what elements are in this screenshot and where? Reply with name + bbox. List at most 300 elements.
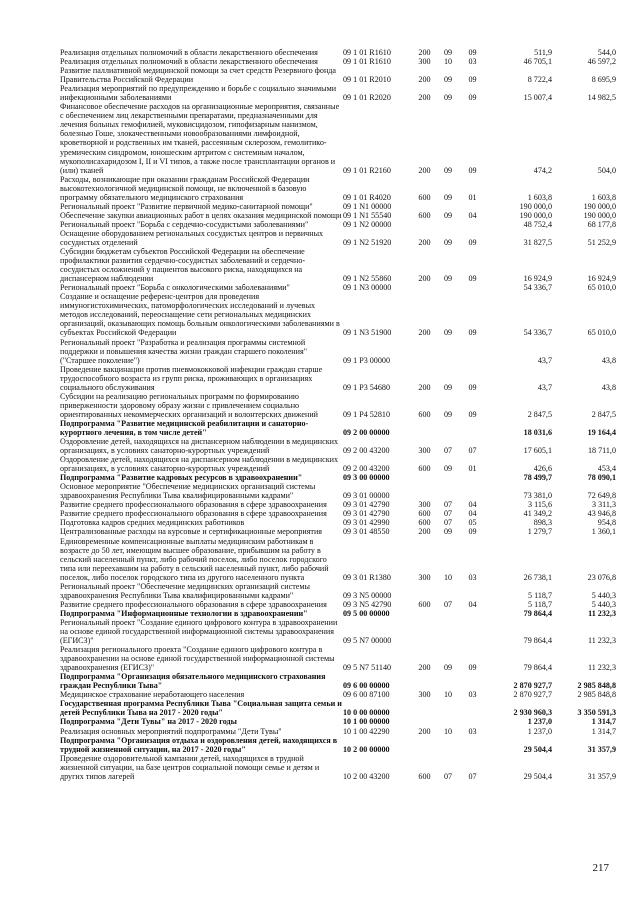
row-subsection: 01 xyxy=(468,464,477,474)
table-row xyxy=(60,338,616,365)
row-expense-type: 600 xyxy=(418,599,431,609)
table-row xyxy=(60,211,616,220)
row-amount-year-2: 954,8 xyxy=(597,518,616,528)
row-name: Оздоровление детей, находящихся на диспансерном наблюдении в медицинских организациях, в условиях санаторно-курортных учреждений xyxy=(60,455,339,474)
row-expense-type xyxy=(414,582,435,600)
row-section: 07 xyxy=(443,509,453,519)
row-subsection: 03 xyxy=(468,572,477,582)
row-amount-year-2: 190 000,0 xyxy=(583,210,616,220)
row-section xyxy=(435,283,461,292)
table-row xyxy=(60,455,616,473)
row-code: 09 1 01 R1610 xyxy=(343,57,391,67)
row-name: Проведение оздоровительной кампании детей, находящихся в трудной жизненной ситуации, на базе центров социальной помощи семье и детям и других типов лагерей xyxy=(60,753,320,781)
row-name: Основное мероприятие "Обеспечение медицинских организаций системы здравоохранения Республики Тыва квалифицированными кадрами" xyxy=(60,482,316,501)
table-row xyxy=(60,482,616,500)
row-subsection: 07 xyxy=(468,446,477,456)
row-name: Реализация отдельных полномочий в области лекарственного обеспечения xyxy=(60,48,318,57)
row-subsection xyxy=(461,699,484,717)
row-name: Подпрограмма "Развитие кадровых ресурсов в здравоохранении" xyxy=(60,473,303,483)
table-row xyxy=(60,292,616,337)
row-expense-type xyxy=(414,609,435,618)
row-subsection: 09 xyxy=(468,75,477,85)
row-subsection xyxy=(461,717,484,726)
row-code: 09 3 01 42990 xyxy=(343,518,390,528)
row-code: 09 1 P3 54680 xyxy=(343,382,390,392)
row-amount-year-2: 51 252,9 xyxy=(587,237,616,247)
row-name: Финансовое обеспечение расходов на организационные мероприятия, связанные с обеспечением лиц лекарственными препаратами, предназначенными для лечения больных гемофилией, муковисцидозом, гипофизарным нанизмом, болезнью Гоше, злокачественными новообразованиями лимфоидной, кроветворной и родственных им тканей, рассеянным склерозом, гемолитико-уремическим синдромом, юношеским артритом с системным началом, мукополисахаридозом I, II и VI типов, а также после трансплантации органов и (или) тканей xyxy=(60,102,340,175)
budget-table xyxy=(60,48,616,781)
table-row xyxy=(60,537,616,582)
row-amount-year-1: 190 000,0 xyxy=(519,201,552,211)
row-subsection xyxy=(461,582,484,600)
row-code: 09 1 01 R2160 xyxy=(343,165,391,175)
row-amount-year-1: 2 847,5 xyxy=(527,409,552,419)
table-row xyxy=(60,202,616,211)
row-subsection xyxy=(461,618,484,645)
row-name: Развитие среднего профессионального образования в сфере здравоохранения xyxy=(60,599,327,609)
row-subsection xyxy=(461,609,484,618)
table-row xyxy=(60,175,616,202)
budget-table-body xyxy=(60,48,616,781)
table-row xyxy=(60,102,616,174)
row-subsection: 09 xyxy=(468,274,477,284)
row-code: 09 1 P4 52810 xyxy=(343,409,390,419)
row-subsection xyxy=(461,220,484,229)
row-expense-type xyxy=(414,473,435,482)
row-section xyxy=(435,419,461,437)
row-section: 10 xyxy=(443,572,453,582)
row-section xyxy=(435,220,461,229)
row-amount-year-1: 79 864,4 xyxy=(523,636,552,646)
row-expense-type: 300 xyxy=(418,500,431,510)
row-amount-year-2: 5 440,3 xyxy=(591,599,616,609)
table-row xyxy=(60,48,616,57)
row-section xyxy=(435,717,461,726)
row-section: 07 xyxy=(443,500,453,510)
row-subsection xyxy=(461,338,484,365)
row-amount-year-1: 29 504,4 xyxy=(523,744,552,754)
row-amount-year-2: 8 695,9 xyxy=(591,75,616,85)
row-amount-year-2: 190 000,0 xyxy=(583,201,616,211)
row-amount-year-2: 43 946,8 xyxy=(587,509,616,519)
row-amount-year-1: 41 349,2 xyxy=(523,509,552,519)
row-amount-year-2: 43,8 xyxy=(601,355,616,365)
row-section: 09 xyxy=(443,274,453,284)
row-amount-year-2: 16 924,9 xyxy=(587,274,616,284)
row-section: 09 xyxy=(443,165,453,175)
row-amount-year-2: 11 232,3 xyxy=(588,608,616,618)
row-name: Централизованные расходы на курсовые и сертификационные мероприятия xyxy=(60,527,323,537)
row-amount-year-1: 2 870 927,7 xyxy=(513,690,552,700)
row-amount-year-1: 79 864,4 xyxy=(523,608,552,618)
row-subsection: 09 xyxy=(468,165,477,175)
row-code: 09 1 N1 55540 xyxy=(343,210,392,220)
row-subsection: 03 xyxy=(468,726,477,736)
row-expense-type: 200 xyxy=(418,328,431,338)
row-code: 10 1 00 42290 xyxy=(343,726,390,736)
row-code: 10 2 00 43200 xyxy=(343,771,390,781)
row-amount-year-2: 2 985 848,8 xyxy=(577,690,616,700)
row-section xyxy=(435,473,461,482)
row-amount-year-2: 65 010,0 xyxy=(587,283,616,293)
row-section: 09 xyxy=(443,93,453,103)
row-section: 07 xyxy=(443,771,453,781)
row-code: 09 1 N3 00000 xyxy=(343,283,392,293)
row-name: Субсидии бюджетам субъектов Российской Федерации на обеспечение профилактики развития сердечно-сосудистых заболеваний и сердечно-сосудистых осложнений у пациентов высокого риска, находящихся на диспансерном наблюдении xyxy=(60,247,306,284)
row-amount-year-1: 46 705,1 xyxy=(523,57,552,67)
table-row xyxy=(60,473,616,482)
row-section: 10 xyxy=(443,690,453,700)
row-amount-year-1: 54 336,7 xyxy=(523,328,552,338)
row-expense-type: 200 xyxy=(418,274,431,284)
row-subsection: 09 xyxy=(468,382,477,392)
row-subsection: 04 xyxy=(468,599,477,609)
row-subsection: 01 xyxy=(468,192,477,202)
row-amount-year-2: 1 314,7 xyxy=(591,717,616,727)
row-subsection: 03 xyxy=(468,57,477,67)
row-expense-type xyxy=(414,717,435,726)
row-amount-year-1: 511,9 xyxy=(534,48,552,57)
row-expense-type xyxy=(414,419,435,437)
row-section: 09 xyxy=(443,75,453,85)
row-section: 09 xyxy=(443,328,453,338)
row-name: Региональный проект "Разработка и реализация программы системной поддержки и повышения качества жизни граждан старшего поколения" ("Старшее поколение") xyxy=(60,337,307,365)
row-section: 09 xyxy=(443,409,453,419)
table-row xyxy=(60,437,616,455)
row-amount-year-1: 26 738,1 xyxy=(523,572,552,582)
row-code: 09 1 01 R1610 xyxy=(343,48,391,57)
row-section: 09 xyxy=(443,527,453,537)
row-amount-year-1: 31 827,5 xyxy=(523,237,552,247)
row-expense-type: 600 xyxy=(418,771,431,781)
row-name: Подготовка кадров средних медицинских работников xyxy=(60,518,245,528)
row-code: 09 2 00 43200 xyxy=(343,464,390,474)
row-amount-year-2: 46 597,2 xyxy=(587,57,616,67)
row-code: 09 3 N5 42790 xyxy=(343,599,392,609)
row-subsection: 09 xyxy=(468,328,477,338)
row-name: Реализация регионального проекта "Создание единого цифрового контура в здравоохранении на основе единой государственной информационной системы здравоохранения (ЕГИСЗ)" xyxy=(60,645,335,673)
row-amount-year-2: 23 076,8 xyxy=(587,572,616,582)
row-amount-year-2: 2 847,5 xyxy=(591,409,616,419)
row-expense-type: 200 xyxy=(418,527,431,537)
row-code: 09 1 N3 51900 xyxy=(343,328,392,338)
row-expense-type: 200 xyxy=(418,382,431,392)
row-subsection xyxy=(461,202,484,211)
row-name: Подпрограмма "Развитие медицинской реабилитации и санаторно-курортного лечения, в том числе детей" xyxy=(60,418,309,437)
row-amount-year-2: 3 311,3 xyxy=(592,500,616,510)
row-amount-year-1: 1 237,0 xyxy=(527,726,552,736)
table-row xyxy=(60,727,616,736)
row-expense-type: 600 xyxy=(418,509,431,519)
row-amount-year-1: 79 864,4 xyxy=(523,663,552,673)
row-amount-year-1: 1 279,7 xyxy=(527,527,552,537)
row-expense-type xyxy=(414,672,435,690)
row-amount-year-2: 68 177,8 xyxy=(587,219,616,229)
row-code: 09 1 01 R2010 xyxy=(343,75,391,85)
row-code: 09 2 00 43200 xyxy=(343,446,390,456)
row-amount-year-1: 29 504,4 xyxy=(523,771,552,781)
row-subsection xyxy=(461,473,484,482)
table-row xyxy=(60,609,616,618)
row-expense-type xyxy=(414,338,435,365)
table-row xyxy=(60,57,616,66)
row-amount-year-1: 1 237,0 xyxy=(527,717,552,727)
row-amount-year-1: 43,7 xyxy=(537,382,552,392)
row-expense-type xyxy=(414,618,435,645)
row-section: 09 xyxy=(443,464,453,474)
table-row xyxy=(60,582,616,600)
row-section: 10 xyxy=(443,57,453,67)
table-row xyxy=(60,690,616,699)
row-amount-year-1: 15 007,4 xyxy=(523,93,552,103)
row-amount-year-1: 2 870 927,7 xyxy=(513,681,552,691)
row-expense-type: 200 xyxy=(418,663,431,673)
row-amount-year-1: 16 924,9 xyxy=(523,274,552,284)
row-code: 09 2 00 00000 xyxy=(343,427,390,437)
row-section: 09 xyxy=(443,192,453,202)
row-name: Оздоровление детей, находящихся на диспансерном наблюдении в медицинских организациях, в условиях санаторно-курортных учреждений xyxy=(60,437,339,456)
table-row xyxy=(60,518,616,527)
row-name: Развитие паллиативной медицинской помощи за счет средств Резервного фонда Правительства Российской Федерации xyxy=(60,66,337,85)
row-amount-year-2: 504,0 xyxy=(597,165,616,175)
table-row xyxy=(60,754,616,781)
row-subsection: 03 xyxy=(468,690,477,700)
row-section: 09 xyxy=(443,237,453,247)
table-row xyxy=(60,419,616,437)
row-code: 09 3 01 R1380 xyxy=(343,572,391,582)
row-name: Подпрограмма "Организация отдыха и оздоровления детей, находящихся в трудной жизненной ситуации, на 2017 - 2020 годы" xyxy=(60,735,338,754)
row-code: 09 1 N2 55860 xyxy=(343,274,392,284)
row-section xyxy=(435,582,461,600)
row-subsection: 09 xyxy=(468,527,477,537)
row-code: 09 1 N2 51920 xyxy=(343,237,392,247)
row-name: Создание и оснащение референс-центров для проведения иммуногистохимических, патоморфологических исследований и лучевых методов исследований, переоснащение сети региональных медицинских организаций, оказывающих помощь больным онкологическими заболеваниями в субъектах Российской Федерации xyxy=(60,292,340,338)
table-row xyxy=(60,392,616,419)
row-amount-year-2: 72 649,8 xyxy=(587,491,616,501)
row-section: 07 xyxy=(443,446,453,456)
row-expense-type: 300 xyxy=(418,57,431,67)
row-subsection xyxy=(461,482,484,500)
row-section: 09 xyxy=(443,48,453,57)
row-amount-year-1: 17 605,1 xyxy=(523,446,552,456)
row-name: Субсидии на реализацию региональных программ по формированию приверженности здоровому образу жизни с привлечением социально ориентированных некоммерческих организаций и волонтерских движений xyxy=(60,391,318,419)
row-code: 09 5 00 00000 xyxy=(343,608,390,618)
row-code: 09 6 00 00000 xyxy=(343,681,390,691)
row-subsection: 09 xyxy=(468,48,477,57)
row-name: Подпрограмма "Дети Тувы" на 2017 - 2020 годы xyxy=(60,717,237,727)
row-code: 09 1 N2 00000 xyxy=(343,219,392,229)
row-amount-year-2: 18 711,0 xyxy=(587,446,616,456)
table-row xyxy=(60,365,616,392)
table-row xyxy=(60,247,616,283)
row-code: 09 3 01 42790 xyxy=(343,500,390,510)
row-name: Реализация основных мероприятий подпрограммы "Дети Тувы" xyxy=(60,726,282,736)
row-code: 09 3 00 00000 xyxy=(343,473,390,483)
table-row xyxy=(60,84,616,102)
row-name: Проведение вакцинации против пневмококковой инфекции граждан старше трудоспособного возраста из групп риска, проживающих в организациях социального обслуживания xyxy=(60,364,323,392)
row-subsection xyxy=(461,419,484,437)
row-amount-year-1: 18 031,6 xyxy=(523,427,552,437)
row-subsection: 05 xyxy=(468,518,477,528)
row-code: 10 2 00 00000 xyxy=(343,744,390,754)
row-amount-year-1: 48 752,4 xyxy=(523,219,552,229)
row-amount-year-2: 19 164,4 xyxy=(587,427,616,437)
row-amount-year-1: 474,2 xyxy=(533,165,552,175)
row-name: Развитие среднего профессионального образования в сфере здравоохранения xyxy=(60,509,327,519)
table-row xyxy=(60,600,616,609)
row-expense-type xyxy=(414,699,435,717)
row-expense-type: 600 xyxy=(418,518,431,528)
row-code: 09 3 01 00000 xyxy=(343,491,390,501)
row-name: Региональный проект "Борьба с сердечно-сосудистыми заболеваниями" xyxy=(60,219,309,229)
row-amount-year-2: 11 232,3 xyxy=(587,636,616,646)
row-code: 10 1 00 00000 xyxy=(343,717,390,727)
row-amount-year-2: 31 357,9 xyxy=(587,771,616,781)
table-row xyxy=(60,283,616,292)
row-code: 09 3 01 48550 xyxy=(343,527,390,537)
row-amount-year-1: 54 336,7 xyxy=(523,283,552,293)
row-amount-year-2: 1 314,7 xyxy=(591,726,616,736)
row-name: Подпрограмма "Информационные технологии в здравоохранении" xyxy=(60,608,308,618)
row-name: Подпрограмма "Организация обязательного медицинского страхования граждан Республики Тыва" xyxy=(60,672,326,691)
row-expense-type xyxy=(414,283,435,292)
table-row xyxy=(60,618,616,645)
row-name: Региональный проект "Создание единого цифрового контура в здравоохранении на основе единой государственной информационной системы здравоохранения (ЕГИСЗ)" xyxy=(60,617,338,646)
row-subsection: 07 xyxy=(468,771,477,781)
table-row xyxy=(60,527,616,536)
row-section: 07 xyxy=(443,518,453,528)
row-subsection: 04 xyxy=(468,210,477,220)
row-code: 10 0 00 00000 xyxy=(343,708,390,718)
row-subsection xyxy=(461,736,484,754)
row-amount-year-1: 898,3 xyxy=(533,518,552,528)
row-amount-year-1: 5 118,7 xyxy=(528,590,552,600)
row-expense-type: 300 xyxy=(418,446,431,456)
row-section xyxy=(435,618,461,645)
row-name: Оснащение оборудованием региональных сосудистых центров и первичных сосудистых отделений xyxy=(60,228,324,247)
row-expense-type: 600 xyxy=(418,464,431,474)
row-code: 09 5 N7 51140 xyxy=(343,663,392,673)
row-expense-type: 200 xyxy=(418,726,431,736)
table-row xyxy=(60,220,616,229)
row-expense-type: 300 xyxy=(418,690,431,700)
row-code: 09 1 P3 00000 xyxy=(343,355,390,365)
row-subsection: 09 xyxy=(468,409,477,419)
row-subsection: 09 xyxy=(468,663,477,673)
row-name: Реализация мероприятий по предупреждению и борьбе с социально значимыми инфекционными заболеваниями xyxy=(60,84,337,103)
table-row xyxy=(60,645,616,672)
row-name: Медицинское страхование неработающего населения xyxy=(60,690,245,700)
table-row xyxy=(60,699,616,717)
row-section xyxy=(435,609,461,618)
table-row xyxy=(60,736,616,754)
row-name: Региональный проект "Борьба с онкологическими заболеваниями" xyxy=(60,283,290,293)
row-amount-year-2: 14 982,5 xyxy=(587,93,616,103)
row-amount-year-1: 43,7 xyxy=(537,355,552,365)
row-amount-year-2: 65 010,0 xyxy=(587,328,616,338)
row-amount-year-2: 1 603,8 xyxy=(591,192,616,202)
row-amount-year-2: 1 360,1 xyxy=(591,527,616,537)
row-code: 09 1 01 R2020 xyxy=(343,93,391,103)
row-subsection: 09 xyxy=(468,237,477,247)
row-amount-year-1: 2 930 960,3 xyxy=(513,708,552,718)
row-subsection: 04 xyxy=(468,500,477,510)
row-expense-type: 600 xyxy=(418,210,431,220)
row-subsection xyxy=(461,283,484,292)
row-amount-year-1: 3 115,6 xyxy=(528,500,552,510)
row-section xyxy=(435,338,461,365)
row-expense-type xyxy=(414,202,435,211)
row-expense-type: 200 xyxy=(418,93,431,103)
row-amount-year-2: 2 985 848,8 xyxy=(577,681,616,691)
row-amount-year-2: 11 232,3 xyxy=(587,663,616,673)
row-name: Региональный проект "Развитие первичной медико-санитарной помощи" xyxy=(60,201,313,211)
row-section: 09 xyxy=(443,210,453,220)
table-row xyxy=(60,509,616,518)
row-amount-year-1: 1 603,8 xyxy=(527,192,552,202)
row-section xyxy=(435,482,461,500)
row-amount-year-2: 43,8 xyxy=(601,382,616,392)
table-row xyxy=(60,229,616,247)
row-section xyxy=(435,699,461,717)
row-expense-type xyxy=(414,482,435,500)
row-expense-type: 200 xyxy=(418,165,431,175)
row-amount-year-1: 5 118,7 xyxy=(528,599,552,609)
row-subsection xyxy=(461,672,484,690)
row-subsection: 04 xyxy=(468,509,477,519)
row-code: 09 6 00 87100 xyxy=(343,690,390,700)
row-code: 09 3 N5 00000 xyxy=(343,590,392,600)
row-amount-year-1: 190 000,0 xyxy=(519,210,552,220)
row-expense-type: 300 xyxy=(418,572,431,582)
row-expense-type: 200 xyxy=(418,48,431,57)
row-amount-year-1: 426,6 xyxy=(533,464,552,474)
row-section xyxy=(435,672,461,690)
table-row xyxy=(60,717,616,726)
row-amount-year-2: 453,4 xyxy=(597,464,616,474)
row-expense-type: 200 xyxy=(418,75,431,85)
row-section xyxy=(435,736,461,754)
row-expense-type xyxy=(414,220,435,229)
row-section: 07 xyxy=(443,599,453,609)
row-name: Единовременные компенсационные выплаты медицинским работникам в возрасте до 50 лет, имеющим высшее образование, прибывшим на работу в сельский населенный пункт, либо рабочий поселок, либо поселок городского типа или переехавшим на работу в сельский населенный пункт, либо рабочий поселок, либо поселок городского типа из другого населенного пункта xyxy=(60,536,329,582)
table-row xyxy=(60,672,616,690)
row-name: Расходы, возникающие при оказании гражданам Российской Федерации высокотехнологичной медицинской помощи, не включенной в базовую программу обязательного медицинского страхования xyxy=(60,174,310,202)
row-section: 09 xyxy=(443,382,453,392)
table-row xyxy=(60,66,616,84)
row-amount-year-1: 73 381,0 xyxy=(523,491,552,501)
row-amount-year-1: 78 499,7 xyxy=(523,473,552,483)
row-amount-year-2: 78 090,1 xyxy=(587,473,616,483)
row-expense-type xyxy=(414,736,435,754)
row-code: 09 3 01 42790 xyxy=(343,509,390,519)
row-name: Обеспечение закупки авиационных работ в целях оказания медицинской помощи xyxy=(60,210,342,220)
row-section: 09 xyxy=(443,663,453,673)
row-expense-type: 600 xyxy=(418,192,431,202)
row-name: Развитие среднего профессионального образования в сфере здравоохранения xyxy=(60,500,327,510)
row-amount-year-2: 31 357,9 xyxy=(587,744,616,754)
row-amount-year-2: 544,0 xyxy=(597,48,616,57)
row-code: 09 1 01 R4020 xyxy=(343,192,391,202)
row-amount-year-1: 8 722,4 xyxy=(527,75,552,85)
row-section xyxy=(435,202,461,211)
row-subsection: 09 xyxy=(468,93,477,103)
row-amount-year-2: 3 350 591,3 xyxy=(577,708,616,718)
row-name: Государственная программа Республики Тыва "Социальная защита семьи и детей Республики Тыва на 2017 - 2020 годы" xyxy=(60,699,342,718)
row-expense-type: 200 xyxy=(418,237,431,247)
row-code: 09 1 N1 00000 xyxy=(343,201,392,211)
row-amount-year-2: 5 440,3 xyxy=(591,590,616,600)
